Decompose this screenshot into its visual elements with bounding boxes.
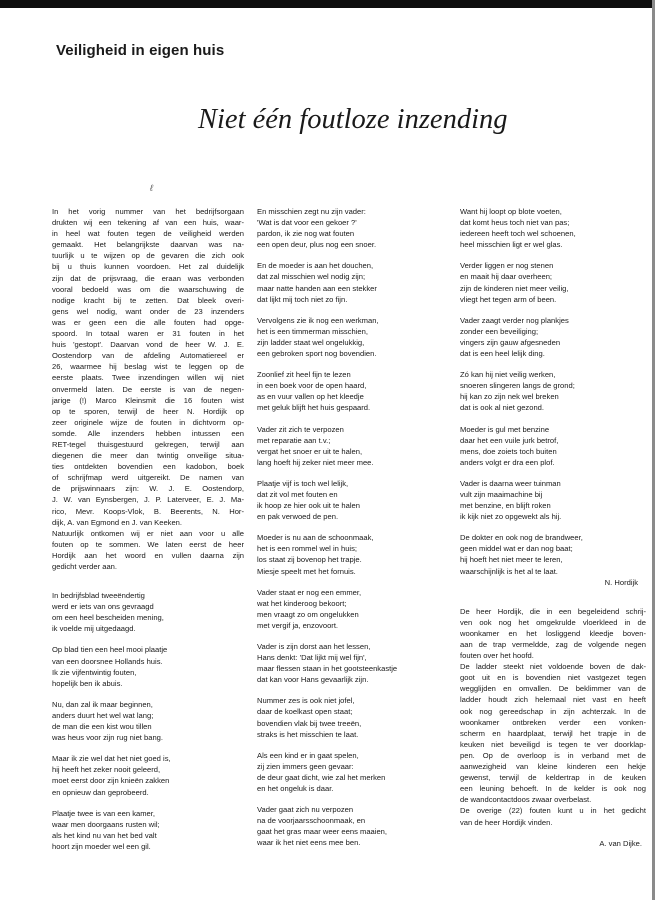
prose-line: fouten op te sommen. We laten eerst de heer bbox=[52, 539, 244, 549]
column-2 bbox=[257, 206, 457, 849]
stanza bbox=[460, 206, 646, 250]
poem-line: dat lijkt mij toch niet zo fijn. bbox=[257, 294, 348, 304]
stanza bbox=[257, 206, 457, 250]
prose-line: scherm en haardplaat, terwijl het trapje in de bbox=[460, 728, 646, 738]
prose-line: gewenst, terwijl de keldertrap in de keuken bbox=[460, 773, 646, 783]
poem-line: en maait hij daar overheen; bbox=[460, 272, 553, 282]
prose-line: aanwezigheid van kleine kinderen een hekje bbox=[460, 762, 646, 772]
poem-line: waar men doorgaans rusten wil; bbox=[52, 819, 160, 829]
stanza bbox=[52, 808, 244, 852]
stanza bbox=[257, 478, 457, 522]
stanza bbox=[257, 369, 457, 413]
poem-line: hopelijk ben ik abuis. bbox=[52, 678, 123, 688]
stanza bbox=[460, 315, 646, 359]
poem-line: Vader staat er nog een emmer, bbox=[257, 587, 362, 597]
poem-line: iedereen heeft toch wel schoenen, bbox=[460, 229, 576, 239]
prose-line: rico, Mevr. Koops-Vlok, B. Beerents, N. Hor- bbox=[52, 506, 244, 516]
prose-line: De overige (22) fouten kunt u in het gedicht bbox=[460, 806, 646, 816]
poem-line: heel misschien ligt er wel glas. bbox=[460, 240, 563, 250]
stanza bbox=[257, 695, 457, 739]
poem-line: los staat zij bovenop het trapje. bbox=[257, 555, 362, 565]
poem-line: as en vuur vallen op het kleedje bbox=[257, 392, 364, 402]
prose-line: nodige kracht bij te zetten. Dat bleek overi- bbox=[52, 295, 244, 305]
poem-line: men vraagt zo om ongelukken bbox=[257, 609, 359, 619]
poem-part-3 bbox=[460, 206, 646, 577]
prose-line: gemaakt. Het belangrijkste daarvan was na- bbox=[52, 240, 244, 250]
poem-line: daar de koelkast open staat; bbox=[257, 707, 353, 717]
poem-line: met benzine, en blijft roken bbox=[460, 501, 551, 511]
poem-line: dat is ook al niet gezond. bbox=[460, 403, 545, 413]
poem-line: in een boek voor de open haard, bbox=[257, 381, 367, 391]
poem-line: Vervolgens zie ik nog een werkman, bbox=[257, 315, 379, 325]
poem-line: werd er iets van ons gevraagd bbox=[52, 602, 154, 612]
stray-mark: ℓ bbox=[150, 183, 153, 193]
prose-line: was er geen een die alle fouten had opge- bbox=[52, 317, 244, 327]
poem-line: ik voelde mij uitgedaagd. bbox=[52, 624, 136, 634]
poem-line: straks is het misschien te laat. bbox=[257, 729, 359, 739]
poem-line: Vader zit zich te verpozen bbox=[257, 424, 344, 434]
prose-line: op te sporen, terwijl de heer N. Hordijk op bbox=[52, 406, 244, 416]
poem-line: dat is een heel lelijk ding. bbox=[460, 349, 545, 359]
poem-line: daar het een vuile jurk betrof, bbox=[460, 435, 559, 445]
poem-line: met reparatie aan t.v.; bbox=[257, 435, 331, 445]
prose-line: In het vorig nummer van het bedrijfsorgaan bbox=[52, 207, 244, 216]
stanza bbox=[257, 641, 457, 685]
poem-line: Want hij loopt op blote voeten, bbox=[460, 207, 562, 216]
poem-line: 'Wat is dat voor een gekoer ?' bbox=[257, 218, 357, 228]
article-headline: Niet één foutloze inzending bbox=[198, 104, 508, 135]
poem-line: Maar ik zie wel dat het niet goed is, bbox=[52, 754, 171, 764]
column-1 bbox=[52, 206, 244, 852]
poem-line: en pak verwoed de pen. bbox=[257, 512, 339, 522]
poem-line: en opnieuw dan geprobeerd. bbox=[52, 787, 149, 797]
prose-line: keuken niet beveiligd is tegen te ver doorklap- bbox=[460, 739, 646, 749]
prose-line: wegglijden en omvallen. De beklimmer van de bbox=[460, 684, 646, 694]
poem-line: Moeder is nu aan de schoonmaak, bbox=[257, 533, 374, 543]
poem-line: ik kijk niet zo opgewekt als hij. bbox=[460, 512, 562, 522]
poem-line: hoort zijn moeder wel een gil. bbox=[52, 841, 151, 851]
prose-line: de prijswinnaars zijn: W. J. E. Oostendorp, bbox=[52, 484, 244, 494]
poem-line: om een heel bescheiden mening, bbox=[52, 613, 164, 623]
poem-line: vergat het snoer er uit te halen, bbox=[257, 446, 363, 456]
poem-line: bovendien vlak bij twee treeën, bbox=[257, 718, 362, 728]
poem-line: Hans denkt: 'Dat lijkt mij wel fijn', bbox=[257, 653, 367, 663]
poem-line: dat zal misschien wel nodig zijn; bbox=[257, 272, 366, 282]
poem-line: de man die een kist wou tillen bbox=[52, 722, 152, 732]
poem-line: was heus voor zijn rug niet bang. bbox=[52, 733, 164, 743]
prose-line: De ladder steekt niet voldoende boven de dak- bbox=[460, 662, 646, 672]
poem-line: Ik zie vijfentwintig fouten, bbox=[52, 667, 137, 677]
poem-line: Vader zaagt verder nog plankjes bbox=[460, 315, 569, 325]
poem-line: Als een kind er in gaat spelen, bbox=[257, 750, 359, 760]
stanza bbox=[460, 424, 646, 468]
poem-line: En de moeder is aan het douchen, bbox=[257, 261, 374, 271]
poem-line: Vader gaat zich nu verpozen bbox=[257, 805, 354, 815]
poem-line: Zó kan hij niet veilig werken, bbox=[460, 370, 556, 380]
prose-line: ladder houdt zich helemaal niet vast en heeft bbox=[460, 695, 646, 705]
prose-line: zeer originele wijze de fouten in dichtvorm op- bbox=[52, 417, 244, 427]
prose-line: ties ontdekten bovendien een kadobon, boek bbox=[52, 462, 244, 472]
stanza bbox=[460, 369, 646, 413]
poem-line: maar flessen staan in het gootsteenkastje bbox=[257, 664, 398, 674]
poem-line: anders duurt het wel wat lang; bbox=[52, 710, 154, 720]
poem-line: In bedrijfsblad tweeëndertig bbox=[52, 591, 145, 601]
poem-line: zij zien immers geen gevaar: bbox=[257, 761, 354, 771]
prose-line: 26, waarmee hij beslag wist te leggen op de bbox=[52, 362, 244, 372]
poem-line: Nummer zes is ook niet jofel, bbox=[257, 696, 355, 706]
poem-line: vliegt het tegen arm of been. bbox=[460, 294, 557, 304]
prose-line: De heer Hordijk, die in een begeleidend schrij- bbox=[460, 606, 646, 616]
prose-line: ven ook nog het omgekrulde vloerkleed in de bbox=[460, 617, 646, 627]
poem-line: zonder een beveiliging; bbox=[460, 326, 539, 336]
closing-paragraph bbox=[460, 606, 646, 828]
poem-line: met geluk blijft het huis gespaard. bbox=[257, 403, 371, 413]
top-border bbox=[0, 0, 655, 8]
poem-line: anders volgt er dra een plof. bbox=[460, 457, 555, 467]
stanza bbox=[257, 587, 457, 631]
prose-line: van de heer Hordijk vinden. bbox=[460, 817, 553, 827]
poem-part-2 bbox=[257, 206, 457, 849]
stanza bbox=[257, 750, 457, 794]
intro-prose bbox=[52, 206, 244, 572]
prose-line: woonkamer en het losliggend kleedje boven- bbox=[460, 628, 646, 638]
poem-signature: N. Hordijk bbox=[604, 577, 638, 587]
prose-line: bij u thuis kunnen voordoen. Het zal duidelijk bbox=[52, 262, 244, 272]
prose-line: J. W. van Eynsbergen, J. P. Laterveer, E. J. Ma- bbox=[52, 495, 244, 505]
prose-line: of schrijfmap werd uitgereikt. De namen van bbox=[52, 473, 244, 483]
poem-line: Plaatje vijf is toch wel lelijk, bbox=[257, 478, 349, 488]
poem-line: een gebroken sport nog bovendien. bbox=[257, 349, 377, 359]
poem-line: het is een timmerman misschien, bbox=[257, 326, 368, 336]
section-title: Veiligheid in eigen huis bbox=[56, 42, 225, 59]
prose-line: gens wel nodig, want onder de 23 inzenders bbox=[52, 306, 244, 316]
article-signature: A. van Dijke. bbox=[599, 838, 642, 848]
poem-line: vingers zijn gauw afgesneden bbox=[460, 337, 561, 347]
prose-line: onvermeld laten. De eerste is van de negen- bbox=[52, 384, 244, 394]
stanza bbox=[257, 424, 457, 468]
poem-line: zijn ladder staat wel ongelukkig, bbox=[257, 337, 365, 347]
poem-part-1 bbox=[52, 590, 244, 852]
poem-line: hij hoeft het niet meer te leren, bbox=[460, 555, 563, 565]
stanza bbox=[257, 804, 457, 848]
poem-line: als het kind nu van het bed valt bbox=[52, 830, 157, 840]
poem-line: de deur gaat dicht, wie zal het merken bbox=[257, 772, 386, 782]
stanza bbox=[52, 699, 244, 743]
prose-line: de wandcontactdoos zwaar overbelast. bbox=[460, 795, 592, 805]
poem-line: lang hoeft hij zeker niet meer mee. bbox=[257, 457, 374, 467]
poem-line: Moeder is gul met benzine bbox=[460, 424, 550, 434]
prose-line: eerste plaats. Twee inzendingen willen wij niet bbox=[52, 373, 244, 383]
prose-line: een leuning behoeft. In de kelder is ook nog bbox=[460, 784, 646, 794]
poem-line: dat kan voor Hans gevaarlijk zijn. bbox=[257, 675, 369, 685]
stanza bbox=[460, 478, 646, 522]
stanza bbox=[257, 260, 457, 304]
prose-line: goot uit en is bovendien niet vastgezet tegen bbox=[460, 673, 646, 683]
poem-line: van een doorsnee Hollands huis. bbox=[52, 656, 163, 666]
prose-line: woonkamer ontbreken verder een vonken- bbox=[460, 717, 646, 727]
prose-line: huis 'gestopt'. Daarvan vond de heer W. J. E. bbox=[52, 340, 244, 350]
stanza bbox=[52, 590, 244, 634]
poem-line: na de voorjaarsschoonmaak, en bbox=[257, 816, 366, 826]
intro-paragraph bbox=[52, 206, 244, 572]
poem-line: Nu, dan zal ik maar beginnen, bbox=[52, 699, 153, 709]
poem-line: dat zit vol met fouten en bbox=[257, 489, 338, 499]
poem-line: Vader is zijn dorst aan het lessen, bbox=[257, 642, 371, 651]
poem-line: Zoonlief zit heel fijn te lezen bbox=[257, 370, 351, 380]
poem-line: maar natte handen aan een stekker bbox=[257, 283, 377, 293]
poem-line: Plaatje twee is van een kamer, bbox=[52, 808, 155, 818]
poem-line: met vergif ja, enzovoort. bbox=[257, 620, 339, 630]
prose-line: Hordijk aan het woord en vullen daarna zijn bbox=[52, 550, 244, 560]
prose-line: RET-tegel thuisgestuurd gekregen, terwijl aan bbox=[52, 439, 244, 449]
poem-line: En misschien zegt nu zijn vader: bbox=[257, 207, 366, 216]
prose-line: tuurlijk u te wijzen op de gevaren die zich ook bbox=[52, 251, 244, 261]
stanza bbox=[460, 532, 646, 576]
poem-line: wat het kinderoog bekoort; bbox=[257, 598, 347, 608]
prose-line: spoord. In totaal waren er 31 fouten in het bbox=[52, 329, 244, 339]
prose-line: jarige (!) Marco Kleinsmit die 16 fouten wist bbox=[52, 395, 244, 405]
prose-line: Oostendorp van de afdeling Automatiereel er bbox=[52, 351, 244, 361]
poem-line: vult zijn maaimachine bij bbox=[460, 489, 543, 499]
poem-line: en het ongeluk is daar. bbox=[257, 784, 334, 794]
prose-line: gedicht verder aan. bbox=[52, 562, 118, 571]
poem-line: waarschijnlijk is het al te laat. bbox=[460, 566, 558, 576]
stanza bbox=[52, 753, 244, 797]
stanza bbox=[257, 315, 457, 359]
prose-line: vooral bedoeld was om die waarschuwing de bbox=[52, 284, 244, 294]
prose-line: drukten wij een tekening af van een huis, waar- bbox=[52, 218, 244, 228]
poem-line: gaat het gras maar weer eens maaien, bbox=[257, 827, 388, 837]
prose-line: pen. Op de overloop is in verband met de bbox=[460, 750, 646, 760]
prose-line: diegenen die meer dan twintig onveilige situa- bbox=[52, 451, 244, 461]
poem-line: Verder liggen er nog stenen bbox=[460, 261, 554, 271]
prose-line: zijn dat de prijsvraag, die eraan was verbonden bbox=[52, 273, 244, 283]
stanza bbox=[52, 644, 244, 688]
poem-line: hij heeft het zeker nooit geleerd, bbox=[52, 765, 161, 775]
prose-line: ook nog gereedschap in zijn achterzak. In de bbox=[460, 706, 646, 716]
poem-line: zijn de kinderen niet meer veilig, bbox=[460, 283, 569, 293]
stanza bbox=[257, 532, 457, 576]
poem-line: dat komt heus toch niet van pas; bbox=[460, 218, 570, 228]
prose-line: dijk, A. van Egmond en J. van Keeken. bbox=[52, 517, 183, 527]
poem-line: pardon, ik zie nog wat fouten bbox=[257, 229, 355, 239]
poem-line: snoeren slingeren langs de grond; bbox=[460, 381, 575, 391]
prose-line: somde. Alle inzenders hebben intussen een bbox=[52, 428, 244, 438]
poem-line: De dokter en ook nog de brandweer, bbox=[460, 533, 583, 543]
poem-line: hij kan zo zijn nek wel breken bbox=[460, 392, 559, 402]
closing-prose bbox=[460, 606, 646, 828]
poem-line: waar ik het niet eens mee ben. bbox=[257, 838, 361, 848]
prose-line: Natuurlijk ontkomen wij er niet aan voor u alle bbox=[52, 528, 244, 538]
poem-line: moet eerst door zijn knieën zakken bbox=[52, 776, 170, 786]
poem-line: geen middel wat er dan nog baat; bbox=[460, 544, 573, 554]
poem-line: Miesje speelt met het fornuis. bbox=[257, 566, 356, 576]
poem-line: het is een rommel wel in huis; bbox=[257, 544, 358, 554]
prose-line: in heel wat fouten tegen de veiligheid werden bbox=[52, 229, 244, 239]
prose-line: fouten over het hoofd. bbox=[460, 651, 534, 661]
poem-line: een open deur, plus nog een snoer. bbox=[257, 240, 377, 250]
poem-line: Vader is daarna weer tuinman bbox=[460, 478, 561, 488]
stanza bbox=[460, 260, 646, 304]
prose-line: aan de trap vermeldde, zag de volgende negen bbox=[460, 640, 646, 649]
column-3 bbox=[460, 206, 646, 849]
poem-line: ik hoop ze hier ook uit te halen bbox=[257, 501, 361, 511]
poem-line: Op blad tien een heel mooi plaatje bbox=[52, 645, 168, 655]
poem-line: mens, doe zoiets toch buiten bbox=[460, 446, 557, 456]
